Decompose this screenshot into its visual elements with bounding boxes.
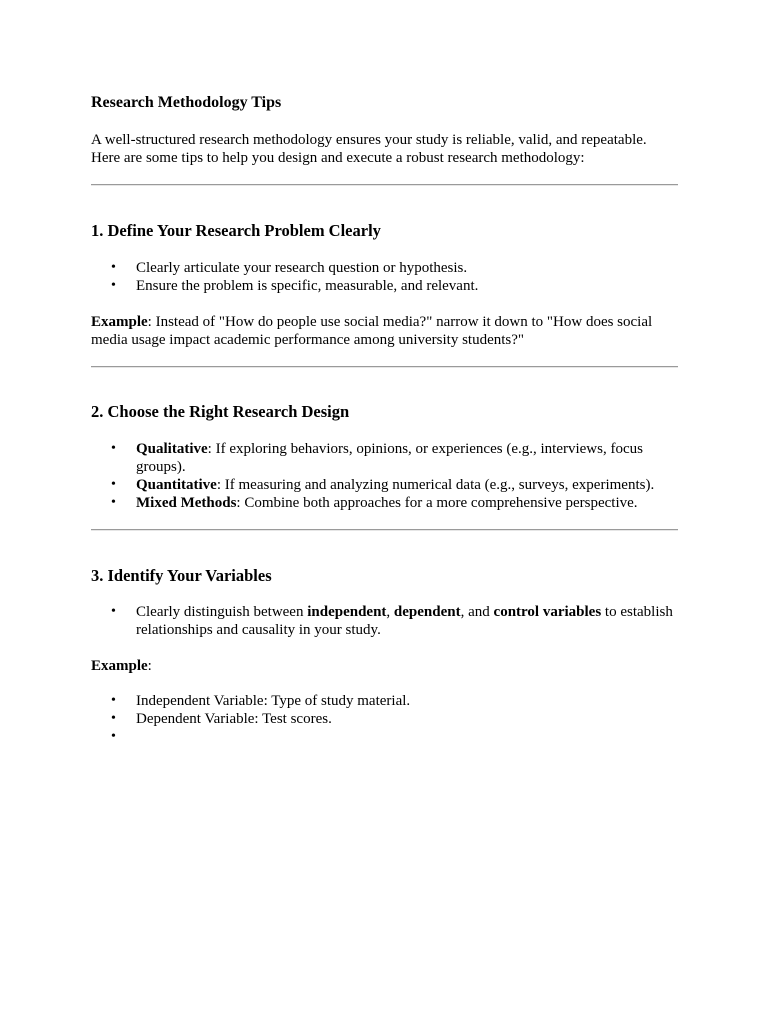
variables-example-label xyxy=(91,657,679,675)
example-label: Example xyxy=(91,658,148,674)
text-fragment: Clearly distinguish between xyxy=(136,604,308,620)
list-item: • Clearly articulate your research question or hypothesis. xyxy=(91,259,679,277)
design-term: Mixed Methods xyxy=(136,495,237,511)
section-heading-research-design: 2. Choose the Right Research Design xyxy=(91,402,350,421)
list-item xyxy=(91,603,679,639)
text-fragment: to establish relationships and causality in your study. xyxy=(136,604,673,638)
list-item xyxy=(91,476,679,494)
example-colon: : xyxy=(147,658,152,674)
list-item: • Ensure the problem is specific, measurable, and relevant. xyxy=(91,277,679,295)
section-divider xyxy=(91,529,678,531)
section-divider xyxy=(91,184,678,186)
research-design-list xyxy=(91,440,679,512)
design-description: : If measuring and analyzing numerical data (e.g., surveys, experiments). xyxy=(216,477,655,493)
example-text: : Instead of "How do people use social media?" narrow it down to "How does social media usage impact academic performance among university students?" xyxy=(91,314,653,348)
term-dependent: dependent xyxy=(393,604,461,620)
list-item: • Independent Variable: Type of study material. xyxy=(91,692,679,710)
variables-example-list xyxy=(91,692,679,746)
list-item xyxy=(91,440,679,476)
list-item-empty xyxy=(91,728,679,746)
section-divider xyxy=(91,366,678,368)
list-item: • Dependent Variable: Test scores. xyxy=(91,710,679,728)
term-independent: independent xyxy=(307,604,387,620)
design-description: : Combine both approaches for a more comprehensive perspective. xyxy=(236,495,638,511)
text-fragment: , xyxy=(386,604,394,620)
design-term: Qualitative xyxy=(136,441,208,457)
variables-list xyxy=(91,603,679,639)
section-heading-define-problem: 1. Define Your Research Problem Clearly xyxy=(91,221,381,240)
intro-paragraph: A well-structured research methodology ensures your study is reliable, valid, and repeatable. Here are some tips to help you design and execute a robust research methodology: xyxy=(91,132,647,166)
define-problem-example xyxy=(91,313,679,349)
design-term: Quantitative xyxy=(136,477,217,493)
define-problem-list xyxy=(91,259,679,295)
section-heading-variables: 3. Identify Your Variables xyxy=(91,566,272,585)
page-title: Research Methodology Tips xyxy=(91,94,282,111)
design-description: : If exploring behaviors, opinions, or experiences (e.g., interviews, focus groups). xyxy=(136,441,643,475)
term-control-variables: control variables xyxy=(493,604,602,620)
list-item xyxy=(91,494,679,512)
example-label: Example xyxy=(91,314,148,330)
text-fragment: , and xyxy=(460,604,494,620)
